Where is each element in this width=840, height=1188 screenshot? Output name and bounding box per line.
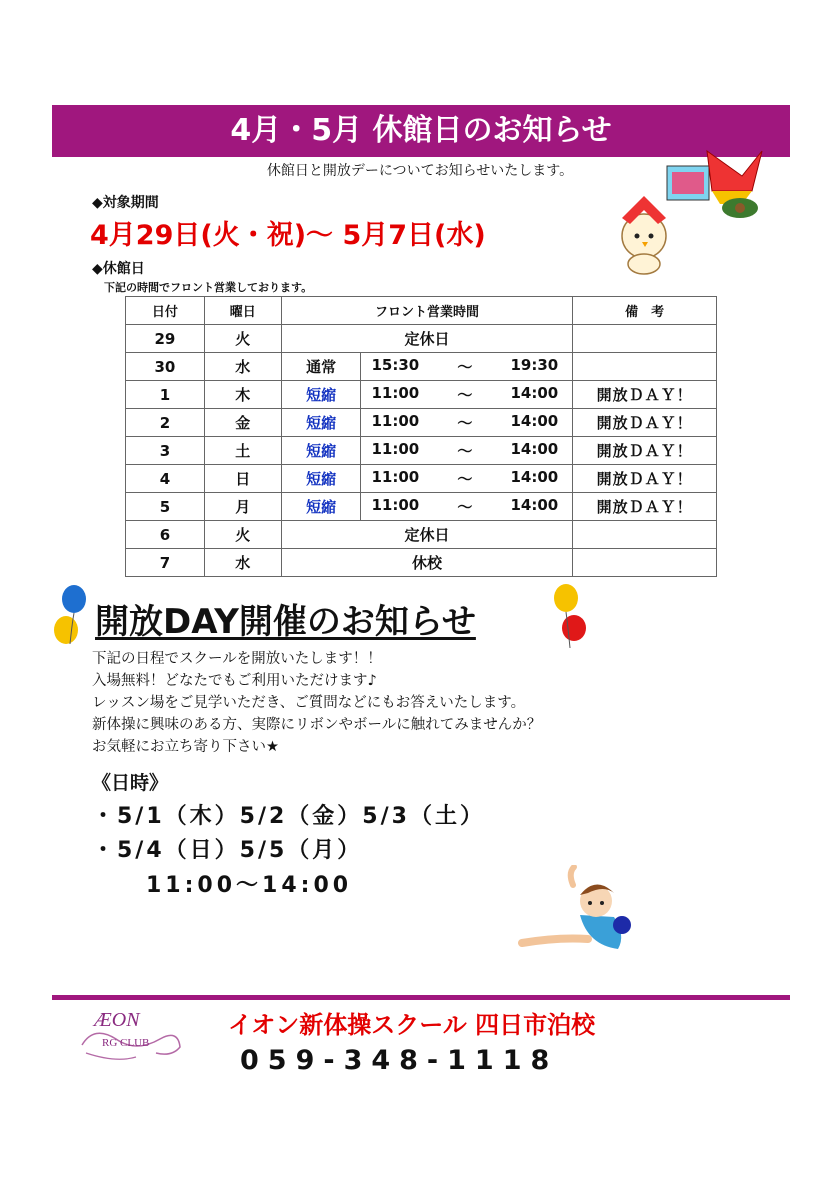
table-row bbox=[126, 325, 717, 353]
schedule-time: 11:00～14:00 bbox=[146, 873, 353, 898]
page-subtitle: 休館日と開放デーについてお知らせいたします。 bbox=[266, 163, 574, 179]
table-row bbox=[126, 437, 717, 465]
footer-divider bbox=[52, 995, 790, 1000]
cell-day: 木 bbox=[204, 381, 281, 409]
cell-remark bbox=[573, 521, 717, 549]
header-hours: フロント営業時間 bbox=[281, 297, 573, 325]
table-header-row bbox=[126, 297, 717, 325]
cell-hours bbox=[361, 465, 573, 493]
table-row bbox=[126, 521, 717, 549]
cell-day: 火 bbox=[204, 325, 281, 353]
open-day-description bbox=[92, 648, 541, 758]
hours-tilde: ～ bbox=[457, 498, 473, 516]
table-row bbox=[126, 381, 717, 409]
hours-end: 14:00 bbox=[510, 496, 559, 514]
cell-status: 定休日 bbox=[281, 325, 573, 353]
cell-day: 土 bbox=[204, 437, 281, 465]
hours-end: 14:00 bbox=[510, 440, 559, 458]
hours-start: 11:00 bbox=[371, 496, 420, 514]
logo-brand: ÆON bbox=[94, 1009, 140, 1031]
cell-hours-type: 短縮 bbox=[281, 493, 361, 521]
cell-hours-type: 短縮 bbox=[281, 465, 361, 493]
hours-start: 11:00 bbox=[371, 384, 420, 402]
cell-day: 水 bbox=[204, 549, 281, 577]
cell-remark: 開放ＤＡＹ！ bbox=[573, 437, 717, 465]
cell-hours bbox=[361, 493, 573, 521]
kabuto-icon bbox=[612, 146, 772, 276]
schedule-dates bbox=[92, 800, 485, 868]
cell-hours-type: 通常 bbox=[281, 353, 361, 381]
table-row bbox=[126, 465, 717, 493]
cell-remark: 開放ＤＡＹ！ bbox=[573, 465, 717, 493]
dates-line: ・5/4（日）5/5（月） bbox=[92, 838, 363, 863]
header-date: 日付 bbox=[126, 297, 205, 325]
cell-date: 6 bbox=[126, 521, 205, 549]
table-row bbox=[126, 549, 717, 577]
cell-day: 水 bbox=[204, 353, 281, 381]
closed-label: ◆休館日 bbox=[92, 261, 145, 277]
table-row bbox=[126, 493, 717, 521]
hours-tilde: ～ bbox=[457, 470, 473, 488]
description-line: 新体操に興味のある方、実際にリボンやボールに触れてみませんか？ bbox=[92, 717, 542, 733]
dates-line: ・5/1（木）5/2（金）5/3（土） bbox=[92, 804, 485, 829]
description-line: お気軽にお立ち寄り下さい★ bbox=[92, 739, 279, 755]
cell-remark bbox=[573, 549, 717, 577]
hours-start: 11:00 bbox=[371, 468, 420, 486]
cell-hours bbox=[361, 381, 573, 409]
cell-date: 2 bbox=[126, 409, 205, 437]
open-day-title: 開放DAY開催のお知らせ bbox=[95, 602, 476, 642]
cell-day: 月 bbox=[204, 493, 281, 521]
closure-table bbox=[125, 296, 717, 577]
cell-date: 4 bbox=[126, 465, 205, 493]
cell-date: 3 bbox=[126, 437, 205, 465]
description-line: レッスン場をご見学いただき、ご質問などにもお答えいたします。 bbox=[92, 695, 526, 711]
cell-day: 金 bbox=[204, 409, 281, 437]
cell-day: 火 bbox=[204, 521, 281, 549]
period-range: 4月29日(火・祝)～ 5月7日(水) bbox=[90, 220, 486, 251]
aeon-rg-logo bbox=[76, 1005, 188, 1075]
hours-tilde: ～ bbox=[457, 414, 473, 432]
page-title: 4月・5月 休館日のお知らせ bbox=[52, 105, 790, 157]
table-row bbox=[126, 409, 717, 437]
header-day: 曜日 bbox=[204, 297, 281, 325]
front-hours-note: 下記の時間でフロント営業しております。 bbox=[104, 281, 313, 294]
cell-remark: 開放ＤＡＹ！ bbox=[573, 409, 717, 437]
cell-hours bbox=[361, 437, 573, 465]
cell-status: 休校 bbox=[281, 549, 573, 577]
cell-remark bbox=[573, 325, 717, 353]
cell-day: 日 bbox=[204, 465, 281, 493]
cell-date: 5 bbox=[126, 493, 205, 521]
hours-start: 11:00 bbox=[371, 440, 420, 458]
cell-remark bbox=[573, 353, 717, 381]
cell-date: 29 bbox=[126, 325, 205, 353]
table-row bbox=[126, 353, 717, 381]
hours-end: 14:00 bbox=[510, 412, 559, 430]
cell-remark: 開放ＤＡＹ！ bbox=[573, 493, 717, 521]
cell-hours-type: 短縮 bbox=[281, 437, 361, 465]
cell-hours bbox=[361, 353, 573, 381]
cell-date: 1 bbox=[126, 381, 205, 409]
cell-hours bbox=[361, 409, 573, 437]
cell-date: 7 bbox=[126, 549, 205, 577]
hours-tilde: ～ bbox=[457, 358, 473, 376]
cell-date: 30 bbox=[126, 353, 205, 381]
cell-status: 定休日 bbox=[281, 521, 573, 549]
hours-end: 14:00 bbox=[510, 468, 559, 486]
hours-start: 11:00 bbox=[371, 412, 420, 430]
logo-sub: RG CLUB bbox=[102, 1037, 150, 1049]
description-line: 入場無料！どなたでもご利用いただけます♪ bbox=[92, 673, 377, 689]
balloon-icon bbox=[548, 582, 588, 652]
hours-start: 15:30 bbox=[371, 356, 420, 374]
cell-remark: 開放ＤＡＹ！ bbox=[573, 381, 717, 409]
school-name: イオン新体操スクール 四日市泊校 bbox=[228, 1011, 596, 1039]
schedule-label: 《日時》 bbox=[92, 772, 169, 794]
hours-tilde: ～ bbox=[457, 386, 473, 404]
balloon-icon bbox=[52, 584, 88, 654]
period-label: ◆対象期間 bbox=[92, 195, 159, 211]
cell-hours-type: 短縮 bbox=[281, 409, 361, 437]
gymnast-icon bbox=[518, 865, 638, 955]
cell-hours-type: 短縮 bbox=[281, 381, 361, 409]
hours-tilde: ～ bbox=[457, 442, 473, 460]
header-remark: 備 考 bbox=[573, 297, 717, 325]
description-line: 下記の日程でスクールを開放いたします！！ bbox=[92, 651, 382, 667]
phone-number: 059-348-1118 bbox=[240, 1045, 559, 1076]
hours-end: 19:30 bbox=[510, 356, 559, 374]
hours-end: 14:00 bbox=[510, 384, 559, 402]
